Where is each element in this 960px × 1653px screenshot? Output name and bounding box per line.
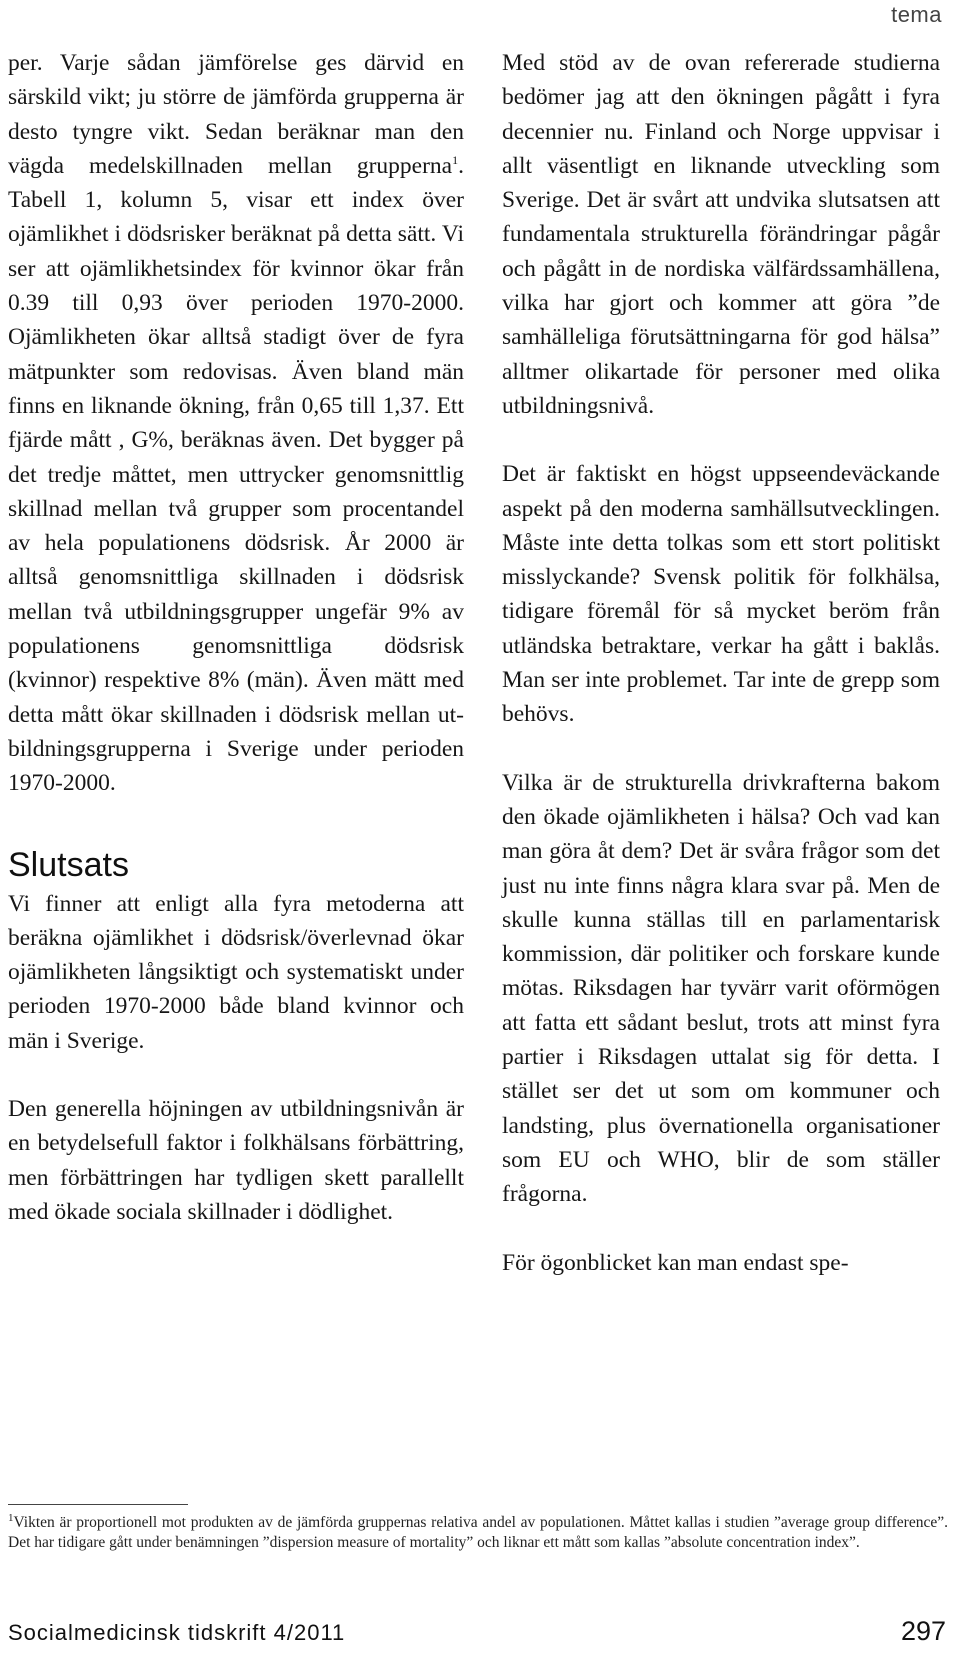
- paragraph: Vi finner att enligt alla fyra metoderna att beräkna ojämlikhet i dödsrisk/överlevnad ökar ojämlikheten långsiktigt och systematiskt under perioden 1970-2000 både bland kvinnor och män i Sverige.: [8, 890, 464, 1054]
- right-column: [502, 46, 940, 1280]
- paragraph-text: per. Varje sådan jämförelse ges därvid en särskild vikt; ju större de jämförda grupperna är desto tyngre vikt. Sedan beräknar man den vägda medelskillnaden mellan grupperna: [8, 50, 464, 179]
- paragraph: Det är faktiskt en högst uppseendeväckande aspekt på den moderna samhällsutvecklingen. Måste inte detta tolkas som ett stort politiskt misslyckande? Svensk politik för folkhälsa, tidigare föremål för så mycket beröm från utländska betraktare, verkar ha gått i baklås. Man ser inte problemet. Tar inte de grepp som behövs.: [502, 461, 940, 728]
- paragraph: För ögonblicket kan man endast spe-: [502, 1249, 849, 1276]
- section-heading: Slutsats: [8, 845, 129, 884]
- left-column: [8, 46, 464, 1229]
- footnote: [8, 1513, 948, 1553]
- page-number: 297: [900, 1616, 946, 1646]
- paragraph: [8, 46, 464, 801]
- paragraph-text: . Tabell 1, kolumn 5, visar ett index över ojämlikhet i dödsrisker beräknat på detta sätt. Vi ser att ojämlikhetsindex för kvinnor ökar från 0.39 till 0,93 över perioden 1970-2000. Ojämlikheten ökar alltså stadigt över de fyra mätpunkter som redovisas. Även bland män finns en liknande ökning, från 0,65 till 1,37. Ett fjärde mått , G%, beräknas även. Det bygger på det tredje måttet, men uttrycker genomsnittlig skillnad mellan två grupper som procentandel av hela populationens dödsrisk. År 2000 är alltså genomsnittliga skillnaden i dödsrisk mellan två utbildningsgrupper ungefär 9% av populationens genomsnittliga dödsrisk (kvinnor) respektive 8% (män). Även mätt med detta mått ökar skillnaden i dödsrisk mellan utbildningsgrupperna i Sverige under perioden 1970-2000.: [8, 152, 464, 797]
- page-footer: [8, 1616, 946, 1646]
- paragraph: Med stöd av de ovan refererade studierna bedömer jag att den ökningen pågått i fyra decennier nu. Finland och Norge uppvisar i allt väsentligt en liknande utveckling som Sverige. Det är svårt att undvika slutsatsen att fundamentala strukturella förändringar pågår och pågått in de nordiska välfärdssamhällena, vilka har gjort och kommer att göra ”de samhälleliga förutsättningarna för god hälsa” alltmer olikartade för personer med olika utbildningsnivå.: [502, 50, 940, 419]
- footnote-marker: 1: [8, 1511, 14, 1524]
- footnote-reference: 1: [452, 153, 459, 168]
- journal-name: Socialmedicinsk tidskrift 4/2011: [8, 1620, 346, 1645]
- section-tag: tema: [891, 2, 942, 27]
- footnote-text: Vikten är proportionell mot produkten av de jämförda gruppernas relativa andel av populationen. Måttet kallas i studien ”average group difference”. Det har tidigare gått under benämningen ”dispersion measure of mortality” och liknar ett mått som kallas ”absolute concentration index”.: [8, 1514, 948, 1551]
- paragraph: Vilka är de strukturella drivkrafterna bakom den ökade ojämlikheten i hälsa? Och vad kan man göra åt dem? Det är svåra frågor som det just nu inte finns några klara svar på. Men de skulle kunna ställas till en parlamentarisk kommission, där politiker och forskare kunde mötas. Riksdagen har tyvärr varit oförmögen att fatta ett sådant beslut, trots att minst fyra partier i Riksdagen uttalat sig för detta. I stället ser det ut som om kommuner och landsting, plus övernationella organisationer som EU och WHO, blir de som ställer frågorna.: [502, 769, 940, 1208]
- footnote-divider: [8, 1504, 188, 1505]
- paragraph: Den generella höjningen av utbildningsnivån är en betydelsefull faktor i folkhälsans förbättring, men förbättringen har tydligen skett parallellt med ökade sociala skillnader i dödlighet.: [8, 1096, 464, 1225]
